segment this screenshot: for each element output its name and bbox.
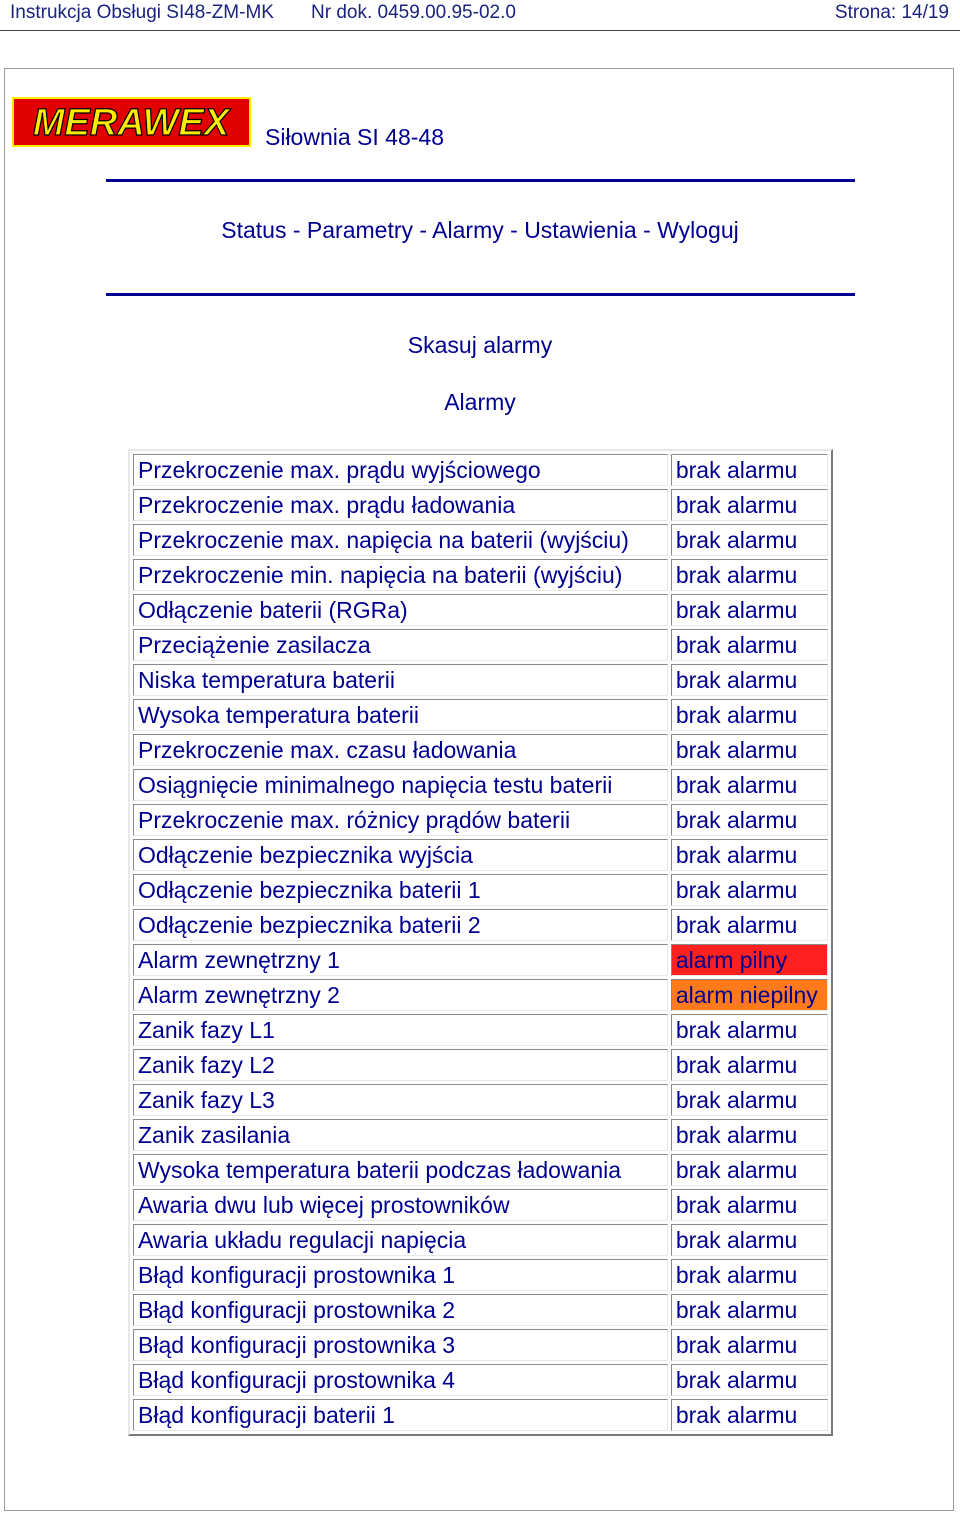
alarm-name: Błąd konfiguracji prostownika 4 [133,1364,668,1396]
table-row [133,559,828,591]
nav-status[interactable]: Status [221,217,287,243]
alarms-table [128,449,833,1436]
table-row [133,1224,828,1256]
table-row [133,944,828,976]
table-row [133,979,828,1011]
divider-top [106,179,855,182]
header-divider [0,30,960,31]
alarm-name: Zanik fazy L3 [133,1084,668,1116]
nav-separator: - [636,217,658,243]
table-row [133,1329,828,1361]
document-title: Instrukcja Obsługi SI48-ZM-MK [10,2,274,23]
alarm-name: Odłączenie bezpiecznika wyjścia [133,839,668,871]
alarm-name: Przekroczenie max. różnicy prądów baterii [133,804,668,836]
alarms-heading: Alarmy [444,389,516,415]
alarm-status: brak alarmu [671,1084,828,1116]
main-navigation [0,217,960,244]
alarm-name: Odłączenie bezpiecznika baterii 1 [133,874,668,906]
alarm-name: Błąd konfiguracji prostownika 2 [133,1294,668,1326]
nav-wyloguj[interactable]: Wyloguj [657,217,739,243]
table-row [133,1364,828,1396]
alarm-name: Błąd konfiguracji baterii 1 [133,1399,668,1431]
table-row [133,629,828,661]
alarm-name: Przekroczenie max. napięcia na baterii (wyjściu) [133,524,668,556]
table-row [133,909,828,941]
document-header [0,0,960,30]
table-row [133,1084,828,1116]
alarm-status: brak alarmu [671,1224,828,1256]
alarm-status: brak alarmu [671,804,828,836]
alarm-status: brak alarmu [671,1259,828,1291]
alarm-status: brak alarmu [671,1014,828,1046]
document-number: Nr dok. 0459.00.95-02.0 [311,2,516,23]
table-row [133,1259,828,1291]
alarm-status: brak alarmu [671,559,828,591]
alarm-name: Zanik fazy L1 [133,1014,668,1046]
alarm-status: brak alarmu [671,664,828,696]
divider-bottom [106,293,855,296]
table-row [133,804,828,836]
alarm-status: brak alarmu [671,699,828,731]
alarm-name: Błąd konfiguracji prostownika 3 [133,1329,668,1361]
table-row [133,524,828,556]
alarm-name: Odłączenie baterii (RGRa) [133,594,668,626]
alarms-table-body [133,454,828,1431]
alarm-status: alarm niepilny [671,979,828,1011]
alarm-status: brak alarmu [671,769,828,801]
nav-separator: - [286,217,307,243]
alarm-status: brak alarmu [671,874,828,906]
table-row [133,734,828,766]
alarm-status: brak alarmu [671,734,828,766]
alarm-name: Alarm zewnętrzny 1 [133,944,668,976]
alarm-status: brak alarmu [671,1189,828,1221]
alarm-name: Osiągnięcie minimalnego napięcia testu baterii [133,769,668,801]
table-row [133,664,828,696]
alarm-status: brak alarmu [671,454,828,486]
alarm-status: brak alarmu [671,1364,828,1396]
table-row [133,1014,828,1046]
alarm-name: Przekroczenie min. napięcia na baterii (wyjściu) [133,559,668,591]
alarm-name: Przekroczenie max. prądu wyjściowego [133,454,668,486]
alarm-name: Wysoka temperatura baterii [133,699,668,731]
table-row [133,874,828,906]
alarm-status: brak alarmu [671,1154,828,1186]
nav-ustawienia[interactable]: Ustawienia [524,217,637,243]
table-row [133,454,828,486]
nav-alarmy[interactable]: Alarmy [432,217,504,243]
nav-separator: - [413,217,433,243]
alarm-name: Niska temperatura baterii [133,664,668,696]
alarm-status: brak alarmu [671,1329,828,1361]
alarm-status: brak alarmu [671,594,828,626]
alarm-status: alarm pilny [671,944,828,976]
table-row [133,489,828,521]
alarm-status: brak alarmu [671,839,828,871]
alarm-status: brak alarmu [671,1049,828,1081]
logo-text: MERAWEX [32,102,230,144]
alarm-name: Alarm zewnętrzny 2 [133,979,668,1011]
table-row [133,1399,828,1431]
clear-alarms-link[interactable]: Skasuj alarmy [407,332,553,358]
alarm-name: Awaria dwu lub więcej prostowników [133,1189,668,1221]
alarm-name: Przekroczenie max. prądu ładowania [133,489,668,521]
alarm-status: brak alarmu [671,629,828,661]
alarm-name: Przekroczenie max. czasu ładowania [133,734,668,766]
alarm-name: Zanik zasilania [133,1119,668,1151]
station-title: Siłownia SI 48-48 [265,124,444,150]
table-row [133,1119,828,1151]
alarm-status: brak alarmu [671,1119,828,1151]
alarm-status: brak alarmu [671,489,828,521]
table-row [133,769,828,801]
table-row [133,594,828,626]
table-row [133,699,828,731]
merawex-logo [12,97,251,147]
table-row [133,1049,828,1081]
table-row [133,839,828,871]
page-number: Strona: 14/19 [834,2,949,23]
nav-parametry[interactable]: Parametry [306,217,413,243]
table-row [133,1189,828,1221]
alarm-status: brak alarmu [671,909,828,941]
alarm-name: Przeciążenie zasilacza [133,629,668,661]
table-row [133,1294,828,1326]
alarm-name: Awaria układu regulacji napięcia [133,1224,668,1256]
alarm-name: Zanik fazy L2 [133,1049,668,1081]
table-row [133,1154,828,1186]
alarm-name: Błąd konfiguracji prostownika 1 [133,1259,668,1291]
nav-separator: - [503,217,525,243]
alarm-status: brak alarmu [671,1399,828,1431]
alarm-name: Wysoka temperatura baterii podczas ładowania [133,1154,668,1186]
alarm-status: brak alarmu [671,1294,828,1326]
alarm-status: brak alarmu [671,524,828,556]
alarm-name: Odłączenie bezpiecznika baterii 2 [133,909,668,941]
